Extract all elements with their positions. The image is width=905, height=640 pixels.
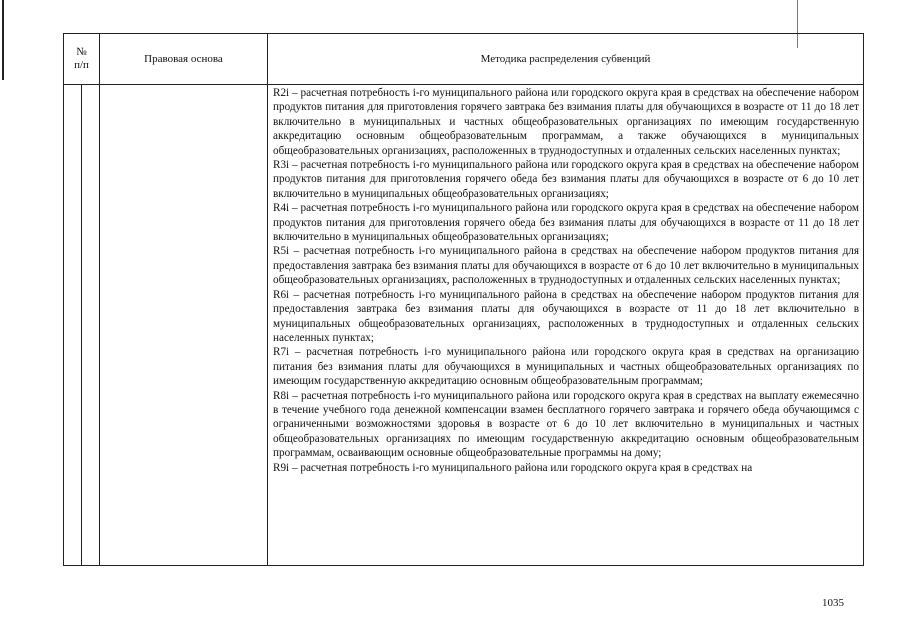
cell-number-left (64, 85, 81, 565)
subvention-method-table (63, 33, 864, 566)
header-method: Методика распределения субвенций (268, 34, 864, 85)
cell-number (64, 85, 100, 566)
table-row (64, 85, 864, 566)
paragraph-r9i: R9i – расчетная потребность i-го муниципального района или городского округа края в средствах на (273, 461, 753, 474)
paragraph-r2i: R2i – расчетная потребность i-го муниципального района или городского округа края в средствах на обеспечение набором продуктов питания для приготовления горячего завтрака без взимания платы для обучающихся в возрасте от 11 до 18 лет включительно в муниципальных и частных общеобразовательных организациях по имеющим государственную аккредитацию основным общеобразовательным программам, а также обучающихся в муниципальных общеобразовательных организациях, расположенных в труднодоступных и отдаленных сельских населенных пунктах; (273, 87, 859, 157)
paragraph-r5i: R5i – расчетная потребность i-го муниципального района в средствах на обеспечение набором продуктов питания для предоставления завтрака без взимания платы для обучающихся в возрасте от 6 до 10 лет включительно в муниципальных общеобразовательных организациях, расположенных в труднодоступных и отдаленных сельских населенных пунктах; (273, 245, 859, 287)
header-number-line2: п/п (74, 59, 89, 71)
paragraph-r6i: R6i – расчетная потребность i-го муниципального района в средствах на обеспечение набором продуктов питания для предоставления завтрака без взимания платы для обучающихся в возрасте от 11 до 18 лет включительно в муниципальных общеобразовательных организациях, расположенных в труднодоступных и отдаленных сельских населенных пунктах; (273, 288, 859, 344)
cell-number-right (81, 85, 99, 565)
paragraph-r4i: R4i – расчетная потребность i-го муниципального района или городского округа края в средствах на обеспечение набором продуктов питания для приготовления горячего обеда без взимания платы для обучающихся в возрасте от 11 до 18 лет включительно в муниципальных общеобразовательных организациях; (273, 202, 859, 244)
cell-method (268, 85, 864, 566)
header-number-line1: № (76, 46, 87, 58)
paragraph-r8i: R8i – расчетная потребность i-го муниципального района или городского округа края в средствах на выплату ежемесячно в течение учебного года денежной компенсации взамен бесплатного горячего завтрака и горячего обеда обучающимся с ограниченными возможностями здоровья в возрасте от 6 до 10 лет включительно в муниципальных и частных общеобразовательных организациях по имеющим государственную аккредитацию основным общеобразовательным программам, осваивающим основные общеобразовательные программы на дому; (273, 389, 859, 460)
header-number (64, 34, 100, 85)
cell-number-split (64, 85, 99, 565)
page-number: 1035 (822, 597, 844, 609)
method-text (268, 85, 863, 564)
table-header-row (64, 34, 864, 85)
cell-legal-basis (100, 85, 268, 566)
paragraph-r3i: R3i – расчетная потребность i-го муниципального района или городского округа края в средствах на обеспечение набором продуктов питания для приготовления горячего обеда без взимания платы для обучающихся в возрасте от 6 до 10 лет включительно в муниципальных общеобразовательных организациях; (273, 159, 859, 200)
scan-edge-mark-left (2, 0, 4, 80)
paragraph-r7i: R7i – расчетная потребность i-го муниципального района или городского округа края в средствах на организацию питания без взимания платы для обучающихся в муниципальных и частных общеобразовательных организациях по имеющим государственную аккредитацию основным общеобразовательным программам; (273, 346, 859, 388)
header-legal-basis: Правовая основа (100, 34, 268, 85)
